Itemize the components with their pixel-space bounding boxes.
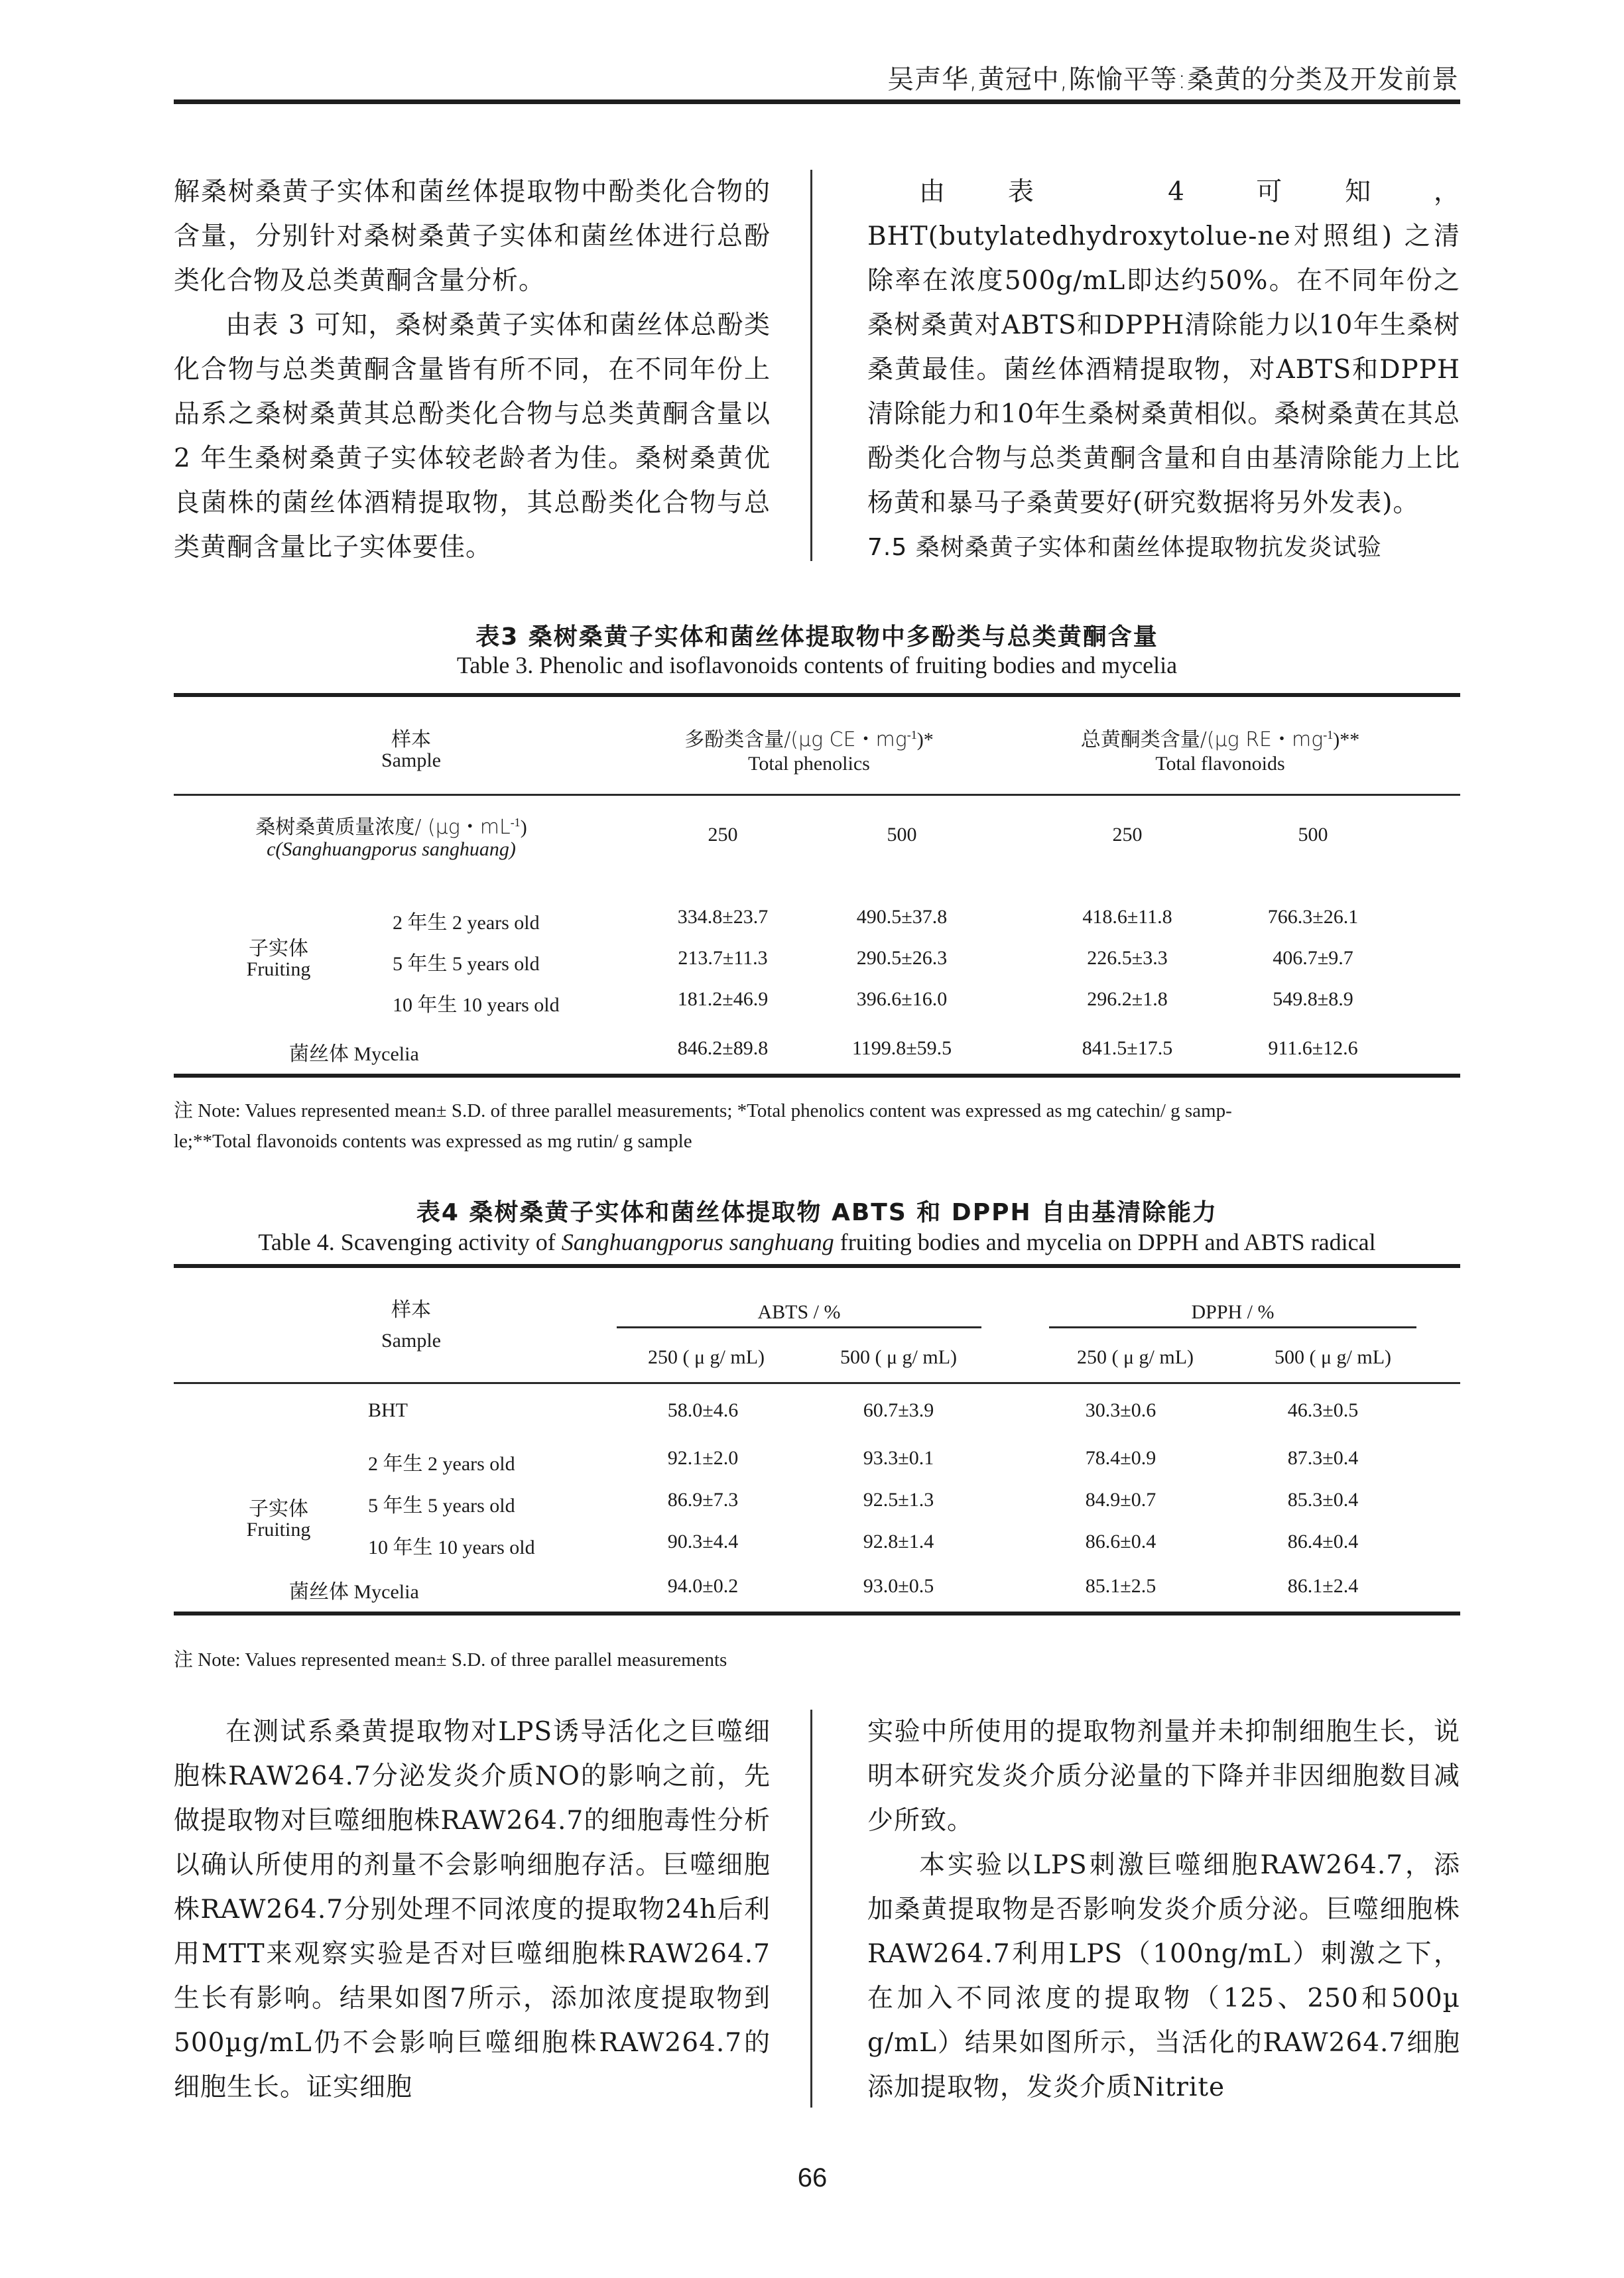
- table3-conc-value: 500: [887, 824, 917, 846]
- paragraph: 在测试系桑黄提取物对LPS诱导活化之巨噬细胞株RAW264.7分泌发炎介质NO的影响之前，先做提取物对巨噬细胞株RAW264.7的细胞毒性分析以确认所使用的剂量不会影响细胞存活。巨噬细胞株RAW264.7分别处理不同浓度的提取物24h后利用MTT来观察实验是否对巨噬细胞株RAW264.7生长有影响。结果如图7所示，添加浓度提取物到500µg/mL仍不会影响巨噬细胞株RAW264.7的细胞生长。证实细胞: [174, 1717, 771, 2102]
- cell-value: 846.2±89.8: [677, 1037, 769, 1059]
- cell-value: 290.5±26.3: [856, 947, 948, 969]
- section-heading: 7.5 桑树桑黄子实体和菌丝体提取物抗发炎试验: [867, 534, 1382, 561]
- column-divider: [810, 1710, 812, 2108]
- cell-value: 1199.8±59.5: [851, 1037, 952, 1059]
- table4-top-rule: [174, 1264, 1460, 1268]
- cell-value: 85.3±0.4: [1287, 1489, 1359, 1511]
- table3-header-flavonoids-en: Total flavonoids: [1155, 753, 1285, 775]
- cell-value: 418.6±11.8: [1082, 906, 1172, 928]
- cell-value: 90.3±4.4: [667, 1531, 739, 1552]
- table3-header-sample-cn: 样本: [391, 728, 431, 751]
- paragraph: 实验中所使用的提取物剂量并未抑制细胞生长，说明本研究发炎介质分泌量的下降并非因细胞数目减少所致。: [867, 1717, 1460, 1836]
- cell-value: 94.0±0.2: [667, 1575, 739, 1597]
- cell-value: 86.6±0.4: [1085, 1531, 1156, 1552]
- note-line: 注 Note: Values represented mean± S.D. of three parallel measurements; *Total phenolics content was expressed as mg catechin/ g samp-: [174, 1100, 1232, 1121]
- cell-value: 396.6±16.0: [856, 988, 948, 1010]
- cell-value: 226.5±3.3: [1087, 947, 1168, 969]
- table3-caption-cn: 表3 桑树桑黄子实体和菌丝体提取物中多酚类与总类黄酮含量: [475, 623, 1158, 651]
- table4-bottom-rule: [174, 1612, 1460, 1615]
- table3-conc-label-en: c(Sanghuangporus sanghuang): [267, 838, 516, 860]
- cell-value: 46.3±0.5: [1287, 1399, 1359, 1421]
- running-header: 吴声华,黄冠中,陈愉平等:桑黄的分类及开发前景: [887, 64, 1459, 95]
- table4-subheader: 250 ( μ g/ mL): [1076, 1346, 1194, 1368]
- table4-header-abts: ABTS / %: [757, 1301, 841, 1323]
- cell-value: 766.3±26.1: [1267, 906, 1359, 928]
- cell-value: 78.4±0.9: [1085, 1447, 1156, 1469]
- body-column-top-right: [867, 170, 1460, 570]
- table3-conc-value: 250: [1112, 824, 1143, 846]
- row-label: BHT: [368, 1399, 408, 1421]
- page-number: 66: [797, 2163, 828, 2192]
- body-column-bottom-left: [174, 1710, 771, 2110]
- row-label: 菌丝体 Mycelia: [289, 1581, 419, 1603]
- cell-value: 92.5±1.3: [863, 1489, 934, 1511]
- cell-value: 296.2±1.8: [1087, 988, 1168, 1010]
- cell-value: 86.1±2.4: [1287, 1575, 1359, 1597]
- table3-caption-en: Table 3. Phenolic and isoflavonoids contents of fruiting bodies and mycelia: [456, 652, 1178, 678]
- abts-span-rule: [617, 1326, 981, 1328]
- cell-value: 58.0±4.6: [667, 1399, 739, 1421]
- table4-caption-en: Table 4. Scavenging activity of Sanghuangporus sanghuang fruiting bodies and mycelia on DPPH and ABTS radical: [258, 1229, 1376, 1255]
- body-column-top-left: [174, 170, 771, 570]
- row-label: 2 年生 2 years old: [393, 912, 540, 934]
- cell-value: 911.6±12.6: [1268, 1037, 1358, 1059]
- cell-value: 92.1±2.0: [667, 1447, 739, 1469]
- row-label: 10 年生 10 years old: [368, 1537, 535, 1558]
- cell-value: 86.4±0.4: [1287, 1531, 1359, 1552]
- dpph-span-rule: [1049, 1326, 1416, 1328]
- table4-group-fruiting-cn: 子实体: [249, 1497, 308, 1521]
- table3-conc-value: 250: [708, 824, 738, 846]
- table3-header-rule: [174, 794, 1460, 796]
- cell-value: 86.9±7.3: [667, 1489, 739, 1511]
- table3-bottom-rule: [174, 1074, 1460, 1078]
- cell-value: 60.7±3.9: [863, 1399, 934, 1421]
- table3-conc-label: 桑树桑黄质量浓度/ (µg・$mL^{-1}$): [255, 816, 527, 839]
- table4-subheader: 500 ( μ g/ mL): [1274, 1346, 1392, 1368]
- cell-value: 406.7±9.7: [1273, 947, 1353, 969]
- cell-value: 84.9±0.7: [1085, 1489, 1156, 1511]
- cell-value: 334.8±23.7: [677, 906, 769, 928]
- table4-header-sample-cn: 样本: [391, 1298, 431, 1322]
- cell-value: 87.3±0.4: [1287, 1447, 1359, 1469]
- table3-conc-value: 500: [1298, 824, 1328, 846]
- table3-group-fruiting-en: Fruiting: [246, 958, 311, 980]
- table4-subheader: 500 ( μ g/ mL): [840, 1346, 958, 1368]
- cell-value: 181.2±46.9: [677, 988, 769, 1010]
- table3-group-fruiting-cn: 子实体: [249, 937, 308, 960]
- header-rule: [174, 99, 1460, 104]
- table4-group-fruiting-en: Fruiting: [246, 1519, 311, 1541]
- table3-header-sample-en: Sample: [381, 749, 441, 771]
- table4-note: 注 Note: Values represented mean± S.D. of three parallel measurements: [174, 1649, 727, 1671]
- paragraph: 由表 4 可知，BHT(butylatedhydroxytolue-ne对照组) 之清除率在浓度500g/mL即达约50%。在不同年份之桑树桑黄对ABTS和DPPH清除能力以10年生桑树桑黄最佳。菌丝体酒精提取物，对ABTS和DPPH清除能力和10年生桑树桑黄相似。桑树桑黄在其总酚类化合物与总类黄酮含量和自由基清除能力上比杨黄和暴马子桑黄要好(研究数据将另外发表)。: [867, 177, 1460, 518]
- table3-note: [174, 1096, 1460, 1157]
- cell-value: 85.1±2.5: [1085, 1575, 1156, 1597]
- table4-header-rule: [174, 1382, 1460, 1384]
- table4-header-dpph: DPPH / %: [1191, 1301, 1275, 1323]
- table3-top-rule: [174, 693, 1460, 697]
- row-label: 10 年生 10 years old: [393, 994, 560, 1016]
- row-label: 5 年生 5 years old: [368, 1495, 515, 1517]
- cell-value: 841.5±17.5: [1082, 1037, 1173, 1059]
- row-label: 菌丝体 Mycelia: [289, 1043, 419, 1065]
- cell-value: 93.3±0.1: [863, 1447, 934, 1469]
- row-label: 2 年生 2 years old: [368, 1453, 515, 1475]
- cell-value: 490.5±37.8: [856, 906, 948, 928]
- table4-caption-cn: 表4 桑树桑黄子实体和菌丝体提取物 ABTS 和 DPPH 自由基清除能力: [416, 1199, 1218, 1226]
- table4-header-sample-en: Sample: [381, 1330, 441, 1352]
- table3-header-phenolics: 多酚类含量/(µg CE・$mg^{-1})*$: [684, 728, 934, 751]
- body-column-bottom-right: [867, 1710, 1460, 2110]
- cell-value: 30.3±0.6: [1085, 1399, 1156, 1421]
- cell-value: 93.0±0.5: [863, 1575, 934, 1597]
- paragraph: 由表 3 可知，桑树桑黄子实体和菌丝体总酚类化合物与总类黄酮含量皆有所不同，在不同年份上品系之桑树桑黄其总酚类化合物与总类黄酮含量以 2 年生桑树桑黄子实体较老龄者为佳。桑树桑黄优良菌株的菌丝体酒精提取物，其总酚类化合物与总类黄酮含量比子实体要佳。: [174, 310, 771, 562]
- cell-value: 549.8±8.9: [1273, 988, 1353, 1010]
- paragraph: 解桑树桑黄子实体和菌丝体提取物中酚类化合物的含量，分别针对桑树桑黄子实体和菌丝体进行总酚类化合物及总类黄酮含量分析。: [174, 177, 771, 296]
- note-line: le;**Total flavonoids contents was expressed as mg rutin/ g sample: [174, 1131, 692, 1152]
- cell-value: 92.8±1.4: [863, 1531, 934, 1552]
- cell-value: 213.7±11.3: [678, 947, 768, 969]
- table4-subheader: 250 ( μ g/ mL): [647, 1346, 765, 1368]
- column-divider: [810, 170, 812, 561]
- table3-header-phenolics-en: Total phenolics: [748, 753, 870, 775]
- paragraph: 本实验以LPS刺激巨噬细胞RAW264.7，添加桑黄提取物是否影响发炎介质分泌。巨噬细胞株RAW264.7利用LPS（100ng/mL）刺激之下，在加入不同浓度的提取物（125、250和500µ g/mL）结果如图所示，当活化的RAW264.7细胞添加提取物，发炎介质Nitrite: [867, 1850, 1460, 2102]
- row-label: 5 年生 5 years old: [393, 953, 540, 975]
- table3-header-flavonoids: 总黄酮类含量/(µg RE・$mg^{-1})**$: [1080, 728, 1360, 751]
